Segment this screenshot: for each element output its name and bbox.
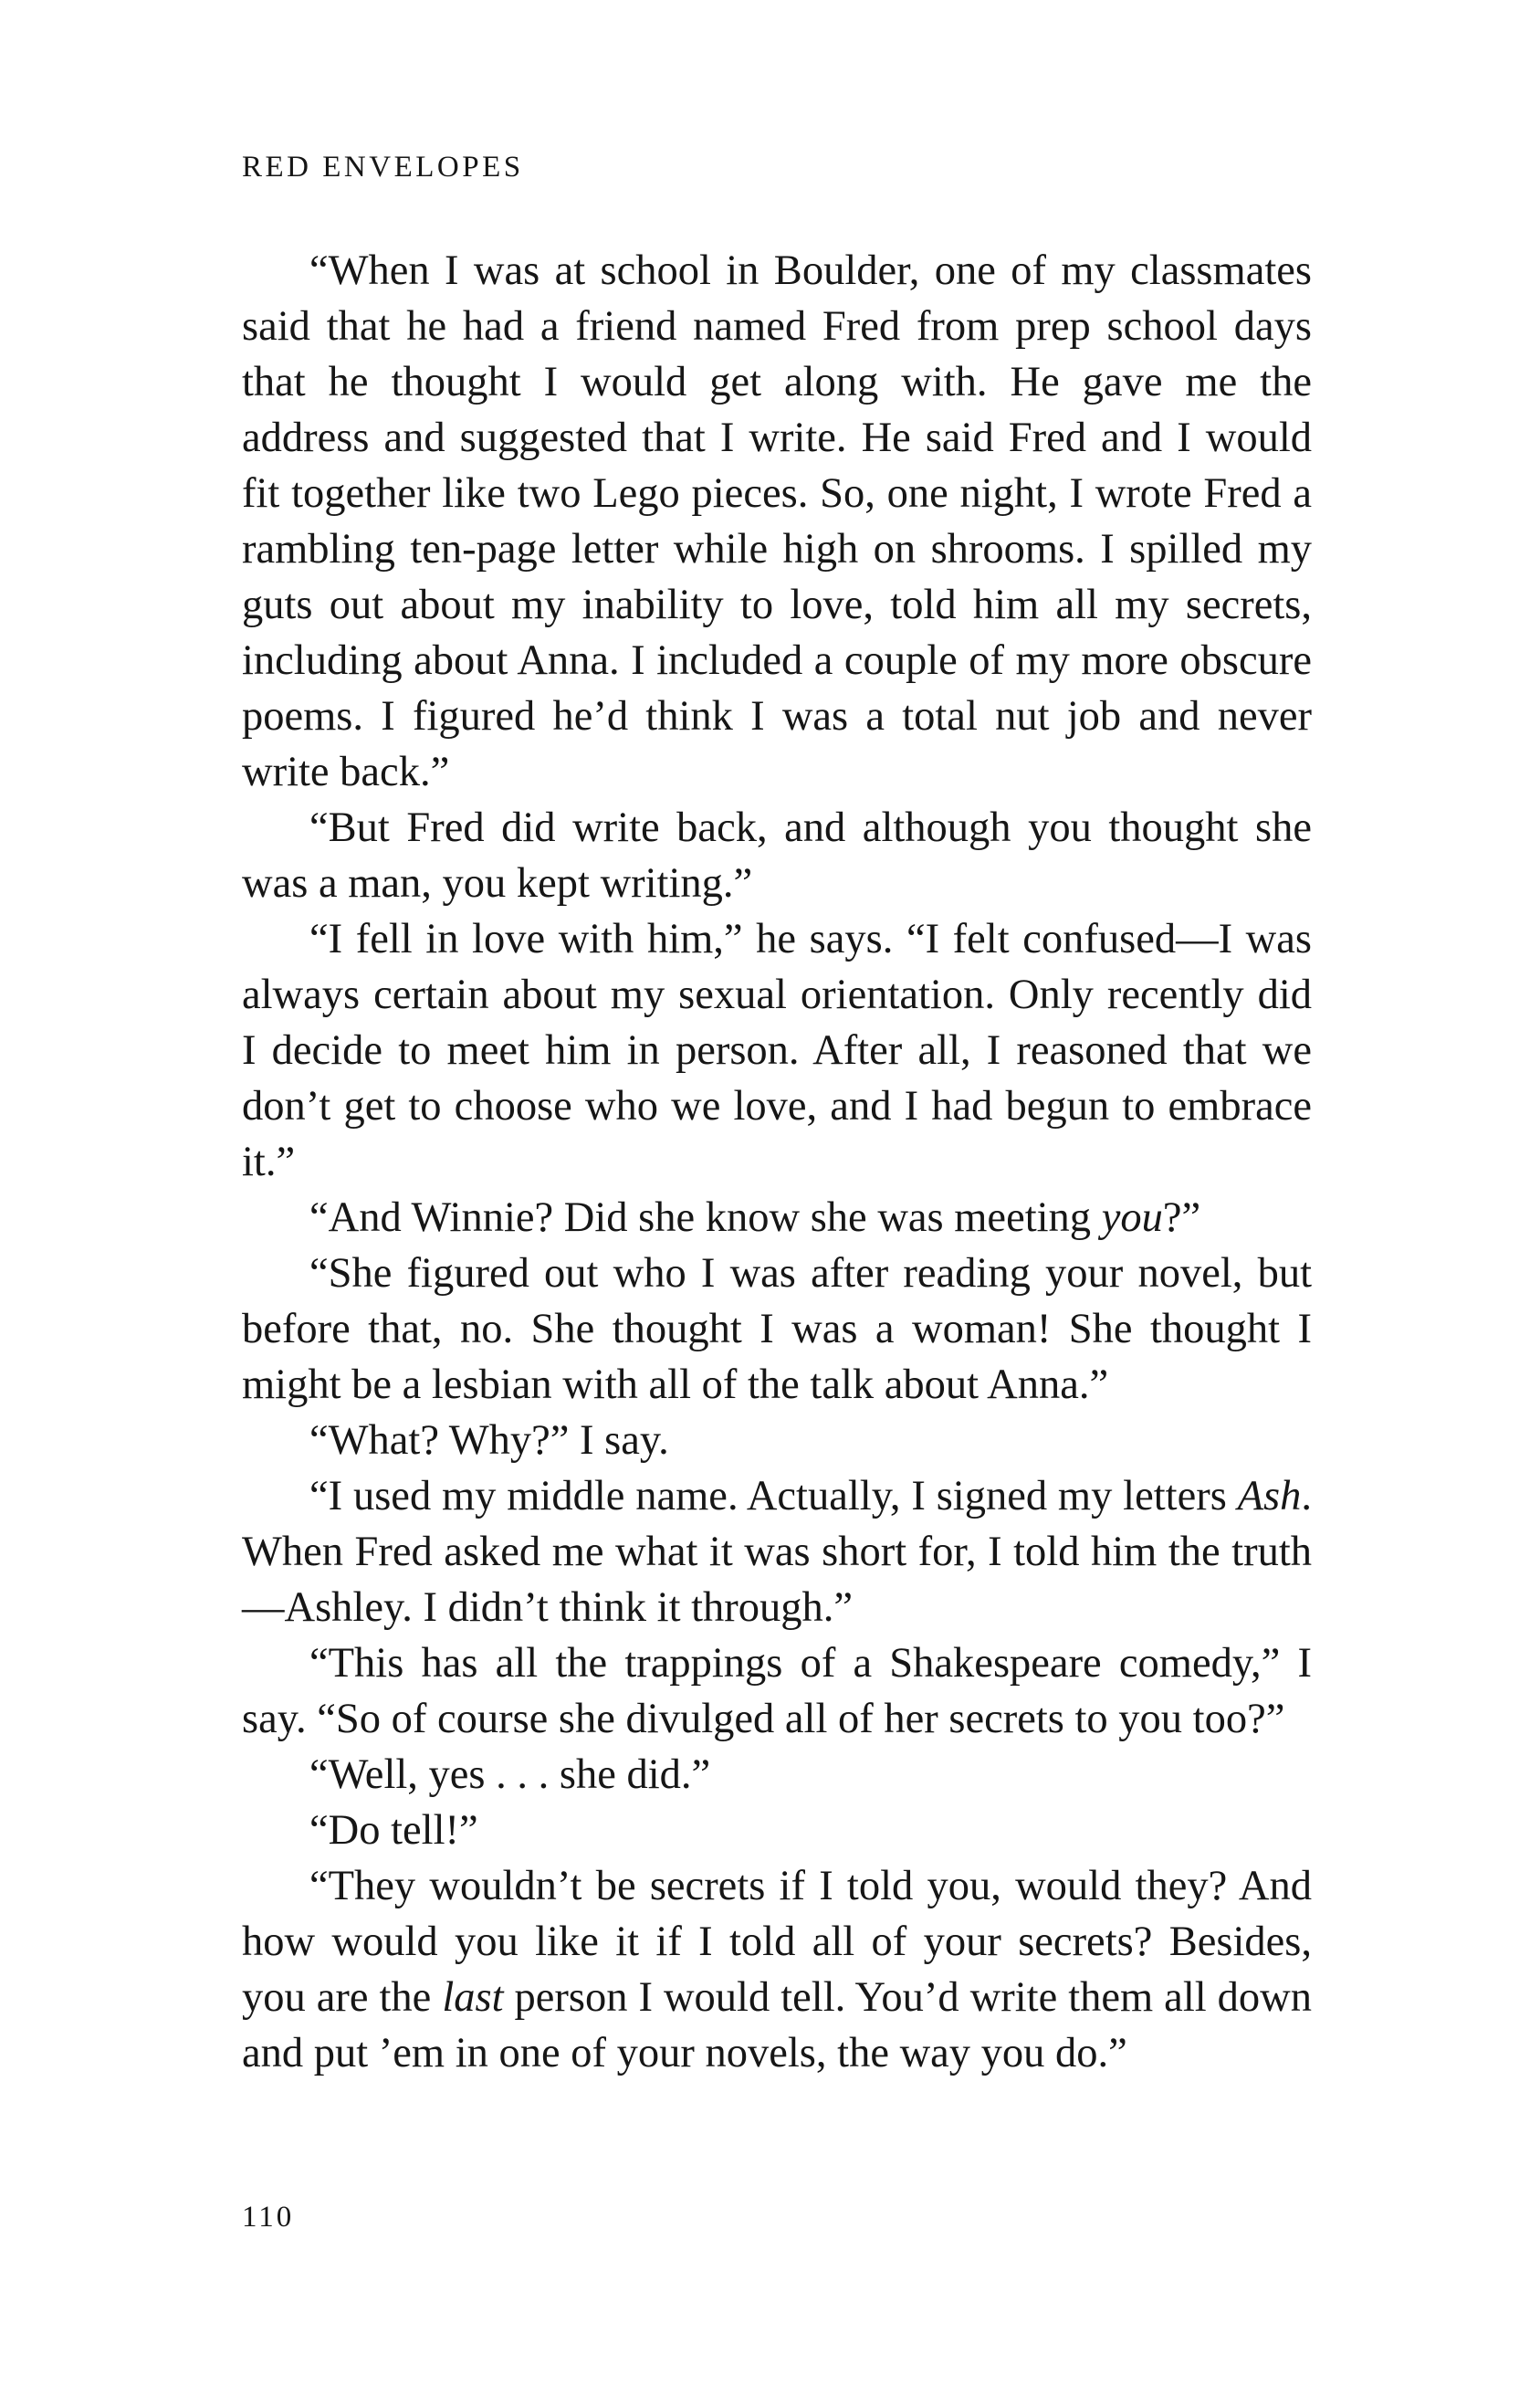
text-run: “I used my middle name. Actually, I signed my letters — [309, 1473, 1238, 1519]
text-run: ?” — [1162, 1194, 1201, 1241]
text-run: “She figured out who I was after reading your novel, but before that, no. She thought I was a woman! She thought I might be a lesbian with all of the talk about Anna.” — [242, 1250, 1312, 1408]
paragraph — [242, 911, 1312, 1190]
text-run: “What? Why?” I say. — [309, 1417, 669, 1464]
paragraph — [242, 243, 1312, 800]
page-number: 110 — [242, 2201, 295, 2234]
text-run: “Do tell!” — [309, 1807, 478, 1854]
text-run: “They wouldn’t be secrets if I told you, would they? And how would you like it if I told all of your secrets? Besides, you are the — [242, 1863, 1312, 2021]
italic-text: last — [442, 1974, 504, 2021]
italic-text: you — [1101, 1194, 1163, 1241]
paragraph — [242, 1858, 1312, 2081]
text-run: “When I was at school in Boulder, one of my classmates said that he had a friend named Fred from prep school days that he thought I would get along with. He gave me the address and suggested that I write. He said Fred and I would fit together like two Lego pieces. So, one night, I wrote Fred a rambling ten-page letter while high on shrooms. I spilled my guts out about my inability to love, told him all my secrets, including about Anna. I included a couple of my more obscure poems. I figured he’d think I was a total nut job and never write back.” — [242, 247, 1312, 795]
text-run: “This has all the trappings of a Shakespeare comedy,” I say. “So of course she divulged all of her secrets to you too?” — [242, 1640, 1312, 1742]
paragraph — [242, 1190, 1312, 1246]
text-run: “Well, yes . . . she did.” — [309, 1751, 711, 1798]
paragraph — [242, 800, 1312, 911]
paragraph — [242, 1635, 1312, 1747]
text-run: . When Fred asked me what it was short for, I told him the truth—Ashley. I didn’t think it through.” — [242, 1473, 1312, 1631]
paragraph — [242, 1803, 1312, 1858]
running-head: RED ENVELOPES — [242, 151, 524, 184]
text-run: “And Winnie? Did she know she was meeting — [309, 1194, 1102, 1241]
body-text — [242, 243, 1312, 2081]
text-run: “But Fred did write back, and although you thought she was a man, you kept writing.” — [242, 804, 1312, 907]
italic-text: Ash — [1237, 1473, 1302, 1519]
paragraph — [242, 1246, 1312, 1413]
paragraph — [242, 1468, 1312, 1635]
paragraph — [242, 1747, 1312, 1803]
text-run: person I would tell. You’d write them all down and put ’em in one of your novels, the way you do.” — [242, 1974, 1312, 2076]
text-run: “I fell in love with him,” he says. “I felt confused—I was always certain about my sexual orientation. Only recently did I decide to meet him in person. After all, I reasoned that we don’t get to choose who we love, and I had begun to embrace it.” — [242, 916, 1312, 1185]
paragraph — [242, 1413, 1312, 1468]
